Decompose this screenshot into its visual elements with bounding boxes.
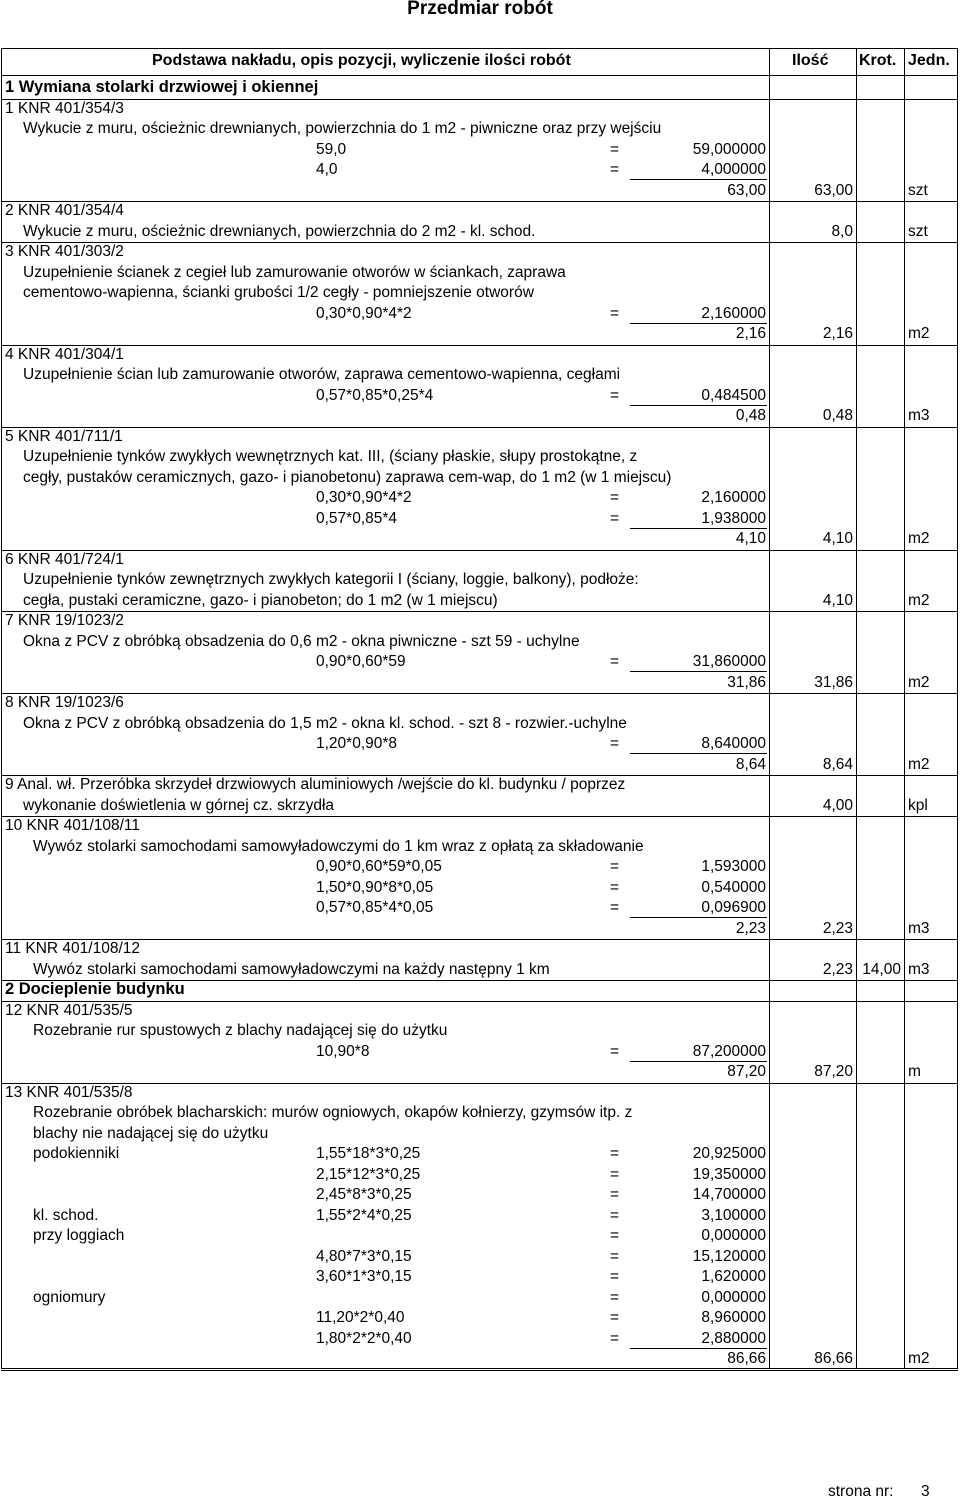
calc-value: 0,000000 bbox=[701, 1227, 766, 1244]
item-description: Wykucie z muru, ościeżnic drewnianych, powierzchnia do 2 m2 - kl. schod. bbox=[23, 222, 536, 240]
calc-equals: = bbox=[610, 1042, 620, 1060]
calc-value: 4,000000 bbox=[701, 161, 766, 178]
calc-equals: = bbox=[610, 509, 620, 527]
calc-expression: 0,57*0,85*4*0,05 bbox=[316, 899, 434, 916]
item-sum: 87,20 bbox=[727, 1063, 766, 1080]
row-divider bbox=[1, 242, 958, 243]
item-description: Rozebranie obróbek blacharskich: murów ogniowych, okapów kołnierzy, gzymsów itp. z bbox=[33, 1104, 633, 1121]
item-unit: m2 bbox=[908, 325, 930, 342]
row-divider bbox=[1, 99, 958, 100]
item-description: Wywóz stolarki samochodami samowyładowczymi na każdy następny 1 km bbox=[33, 960, 550, 978]
calc-equals: = bbox=[610, 1145, 620, 1162]
item-code: 5 KNR 401/711/1 bbox=[5, 427, 123, 445]
calc-value: 59,000000 bbox=[692, 140, 766, 158]
item-code: 4 KNR 401/304/1 bbox=[5, 345, 124, 363]
calc-value: 19,350000 bbox=[692, 1165, 766, 1183]
row-divider bbox=[1, 427, 958, 428]
item-description: Wykucie z muru, ościeżnic drewnianych, powierzchnia do 1 m2 - piwniczne oraz przy wejściu bbox=[23, 120, 662, 137]
item-unit: m2 bbox=[908, 591, 930, 609]
item-code: 9 Anal. wł. Przeróbka skrzydeł drzwiowych aluminiowych /wejście do kl. budynku / poprzez bbox=[5, 776, 626, 793]
item-quantity: 86,66 bbox=[814, 1350, 853, 1367]
item-sum: 4,10 bbox=[735, 530, 766, 547]
calc-equals: = bbox=[610, 1206, 620, 1224]
calc-label: przy loggiach bbox=[33, 1227, 125, 1244]
calc-equals: = bbox=[610, 653, 620, 670]
item-unit: kpl bbox=[908, 796, 928, 814]
calc-expression: 1,80*2*2*0,40 bbox=[316, 1329, 412, 1347]
calc-value: 0,540000 bbox=[701, 878, 766, 896]
calc-value: 1,620000 bbox=[701, 1268, 766, 1285]
item-description: Uzupełnienie ścian lub zamurowanie otworów, zaprawa cementowo-wapienna, cegłami bbox=[23, 366, 621, 383]
calc-expression: 59,0 bbox=[316, 140, 347, 158]
calc-value: 2,160000 bbox=[701, 489, 766, 506]
row-divider bbox=[1, 693, 958, 694]
calc-value: 15,120000 bbox=[692, 1247, 766, 1265]
calc-equals: = bbox=[610, 140, 620, 158]
calc-label: ogniomury bbox=[33, 1288, 106, 1306]
calc-expression: 0,57*0,85*4 bbox=[316, 509, 398, 527]
calc-value: 3,100000 bbox=[701, 1206, 766, 1224]
calc-expression: 1,20*0,90*8 bbox=[316, 735, 398, 752]
item-sum: 2,23 bbox=[735, 919, 766, 937]
calc-expression: 0,30*0,90*4*2 bbox=[316, 489, 412, 506]
column-divider bbox=[769, 48, 770, 1369]
calc-equals: = bbox=[610, 1329, 620, 1347]
calc-expression: 0,57*0,85*0,25*4 bbox=[316, 386, 434, 404]
column-divider bbox=[856, 48, 857, 1369]
item-unit: m3 bbox=[908, 960, 930, 978]
item-code: 8 KNR 19/1023/6 bbox=[5, 694, 124, 711]
item-unit: m2 bbox=[908, 530, 930, 547]
item-code: 13 KNR 401/535/8 bbox=[5, 1083, 133, 1101]
item-sum: 8,64 bbox=[735, 755, 766, 773]
item-unit: m bbox=[908, 1063, 921, 1080]
item-description: Rozebranie rur spustowych z blachy nadającej się do użytku bbox=[33, 1022, 448, 1039]
item-quantity: 4,00 bbox=[822, 796, 853, 814]
page-title: Przedmiar robót bbox=[407, 0, 553, 19]
item-sum: 0,48 bbox=[735, 407, 766, 424]
calc-value: 2,880000 bbox=[701, 1329, 766, 1347]
calc-value: 0,000000 bbox=[701, 1288, 766, 1306]
item-quantity: 31,86 bbox=[814, 673, 853, 691]
row-divider bbox=[1, 1001, 958, 1002]
row-divider bbox=[1, 201, 958, 202]
calc-expression: 0,90*0,60*59*0,05 bbox=[316, 858, 442, 875]
item-description: cementowo-wapienna, ścianki grubości 1/2 cegły - pomniejszenie otworów bbox=[23, 284, 534, 301]
item-description: Okna z PCV z obróbką obsadzenia do 1,5 m2 - okna kl. schod. - szt 8 - rozwier.-uchylne bbox=[23, 714, 627, 732]
calc-label: kl. schod. bbox=[33, 1206, 99, 1224]
calc-value: 0,096900 bbox=[701, 899, 766, 916]
item-code: 11 KNR 401/108/12 bbox=[5, 940, 141, 957]
item-description: Uzupełnienie ścianek z cegieł lub zamurowanie otworów w ściankach, zaprawa bbox=[23, 263, 566, 281]
item-sum: 86,66 bbox=[727, 1350, 766, 1367]
row-divider bbox=[1, 816, 958, 817]
row-divider bbox=[1, 1370, 958, 1371]
calc-expression: 0,30*0,90*4*2 bbox=[316, 304, 412, 322]
calc-expression: 3,60*1*3*0,15 bbox=[316, 1268, 412, 1285]
calc-equals: = bbox=[610, 878, 620, 896]
item-quantity: 2,23 bbox=[822, 919, 853, 937]
calc-equals: = bbox=[610, 1309, 620, 1326]
row-divider bbox=[1, 939, 958, 940]
calc-equals: = bbox=[610, 1288, 620, 1306]
calc-value: 1,593000 bbox=[701, 858, 766, 875]
calc-value: 31,860000 bbox=[692, 653, 766, 670]
table-frame bbox=[1, 48, 958, 1369]
item-code: 3 KNR 401/303/2 bbox=[5, 243, 124, 260]
calc-equals: = bbox=[610, 489, 620, 506]
calc-expression: 1,55*18*3*0,25 bbox=[316, 1145, 421, 1162]
calc-expression: 2,15*12*3*0,25 bbox=[316, 1165, 421, 1183]
item-code: 12 KNR 401/535/5 bbox=[5, 1001, 133, 1019]
calc-expression: 1,50*0,90*8*0,05 bbox=[316, 878, 434, 896]
item-quantity: 0,48 bbox=[822, 407, 853, 424]
item-quantity: 4,10 bbox=[822, 530, 853, 547]
calc-equals: = bbox=[610, 1227, 620, 1244]
footer-page-label: strona nr: bbox=[828, 1483, 894, 1500]
item-unit: m2 bbox=[908, 673, 930, 691]
calc-expression: 4,0 bbox=[316, 161, 338, 178]
section-title: 2 Docieplenie budynku bbox=[5, 980, 185, 998]
calc-equals: = bbox=[610, 161, 620, 178]
calc-equals: = bbox=[610, 899, 620, 916]
item-unit: szt bbox=[908, 181, 928, 199]
calc-value: 87,200000 bbox=[692, 1042, 766, 1060]
item-description: Wywóz stolarki samochodami samowyładowczymi do 1 km wraz z opłatą za składowanie bbox=[33, 837, 644, 855]
section-title: 1 Wymiana stolarki drzwiowej i okiennej bbox=[5, 78, 319, 96]
calc-equals: = bbox=[610, 1165, 620, 1183]
item-description: wykonanie doświetlenia w górnej cz. skrzydła bbox=[23, 796, 335, 814]
item-description: Uzupełnienie tynków zewnętrznych zwykłych kategorii I (ściany, loggie, balkony), podłoże: bbox=[23, 571, 639, 588]
item-code: 6 KNR 401/724/1 bbox=[5, 550, 124, 568]
item-code: 10 KNR 401/108/11 bbox=[5, 817, 141, 834]
calc-equals: = bbox=[610, 1247, 620, 1265]
item-description: cegły, pustaków ceramicznych, gazo- i pianobetonu) zaprawa cem-wap, do 1 m2 (w 1 miejscu) bbox=[23, 468, 672, 486]
calc-value: 14,700000 bbox=[692, 1186, 766, 1203]
item-multiplier: 14,00 bbox=[862, 960, 901, 978]
item-quantity: 4,10 bbox=[822, 591, 853, 609]
calc-expression: 11,20*2*0,40 bbox=[316, 1309, 405, 1326]
header-unit: Jedn. bbox=[908, 52, 950, 69]
item-description: Uzupełnienie tynków zwykłych wewnętrznych kat. III, (ściany płaskie, słupy prostokątne, z bbox=[23, 448, 638, 465]
item-unit: m3 bbox=[908, 919, 930, 937]
calc-expression: 1,55*2*4*0,25 bbox=[316, 1206, 412, 1224]
calc-expression: 2,45*8*3*0,25 bbox=[316, 1186, 412, 1203]
item-description: cegła, pustaki ceramiczne, gazo- i pianobeton; do 1 m2 (w 1 miejscu) bbox=[23, 591, 498, 609]
item-unit: m3 bbox=[908, 407, 930, 424]
calc-value: 8,960000 bbox=[701, 1309, 766, 1326]
calc-value: 2,160000 bbox=[701, 304, 766, 322]
item-sum: 2,16 bbox=[735, 325, 766, 342]
row-divider bbox=[1, 1083, 958, 1084]
calc-label: podokienniki bbox=[33, 1145, 120, 1162]
calc-equals: = bbox=[610, 1186, 620, 1203]
item-unit: m2 bbox=[908, 755, 930, 773]
item-quantity: 87,20 bbox=[814, 1063, 853, 1080]
calc-equals: = bbox=[610, 386, 620, 404]
item-code: 2 KNR 401/354/4 bbox=[5, 202, 124, 219]
item-unit: m2 bbox=[908, 1350, 930, 1367]
calc-equals: = bbox=[610, 858, 620, 875]
item-quantity: 2,16 bbox=[822, 325, 853, 342]
item-sum: 63,00 bbox=[727, 181, 766, 199]
calc-equals: = bbox=[610, 1268, 620, 1285]
row-divider bbox=[1, 550, 958, 551]
row-divider bbox=[1, 345, 958, 346]
header-quantity: Ilość bbox=[792, 52, 829, 69]
item-quantity: 2,23 bbox=[822, 960, 853, 978]
column-divider bbox=[904, 48, 905, 1369]
item-description: Okna z PCV z obróbką obsadzenia do 0,6 m2 - okna piwniczne - szt 59 - uchylne bbox=[23, 632, 580, 650]
item-code: 1 KNR 401/354/3 bbox=[5, 99, 124, 117]
item-quantity: 63,00 bbox=[814, 181, 853, 199]
calc-value: 1,938000 bbox=[701, 509, 766, 527]
item-unit: szt bbox=[908, 222, 928, 240]
calc-value: 8,640000 bbox=[701, 735, 766, 752]
calc-expression: 0,90*0,60*59 bbox=[316, 653, 406, 670]
calc-value: 20,925000 bbox=[692, 1145, 766, 1162]
item-sum: 31,86 bbox=[727, 673, 766, 691]
calc-equals: = bbox=[610, 735, 620, 752]
item-quantity: 8,0 bbox=[831, 222, 853, 240]
calc-value: 0,484500 bbox=[701, 386, 766, 404]
item-description: blachy nie nadającej się do użytku bbox=[33, 1124, 269, 1142]
header-multiplier: Krot. bbox=[859, 52, 897, 69]
item-quantity: 8,64 bbox=[822, 755, 853, 773]
item-code: 7 KNR 19/1023/2 bbox=[5, 612, 124, 629]
calc-expression: 4,80*7*3*0,15 bbox=[316, 1247, 412, 1265]
footer-page-number: 3 bbox=[921, 1483, 930, 1500]
calc-expression: 10,90*8 bbox=[316, 1042, 370, 1060]
header-description: Podstawa nakładu, opis pozycji, wyliczenie ilości robót bbox=[152, 52, 571, 69]
calc-equals: = bbox=[610, 304, 620, 322]
row-divider bbox=[1, 611, 958, 612]
